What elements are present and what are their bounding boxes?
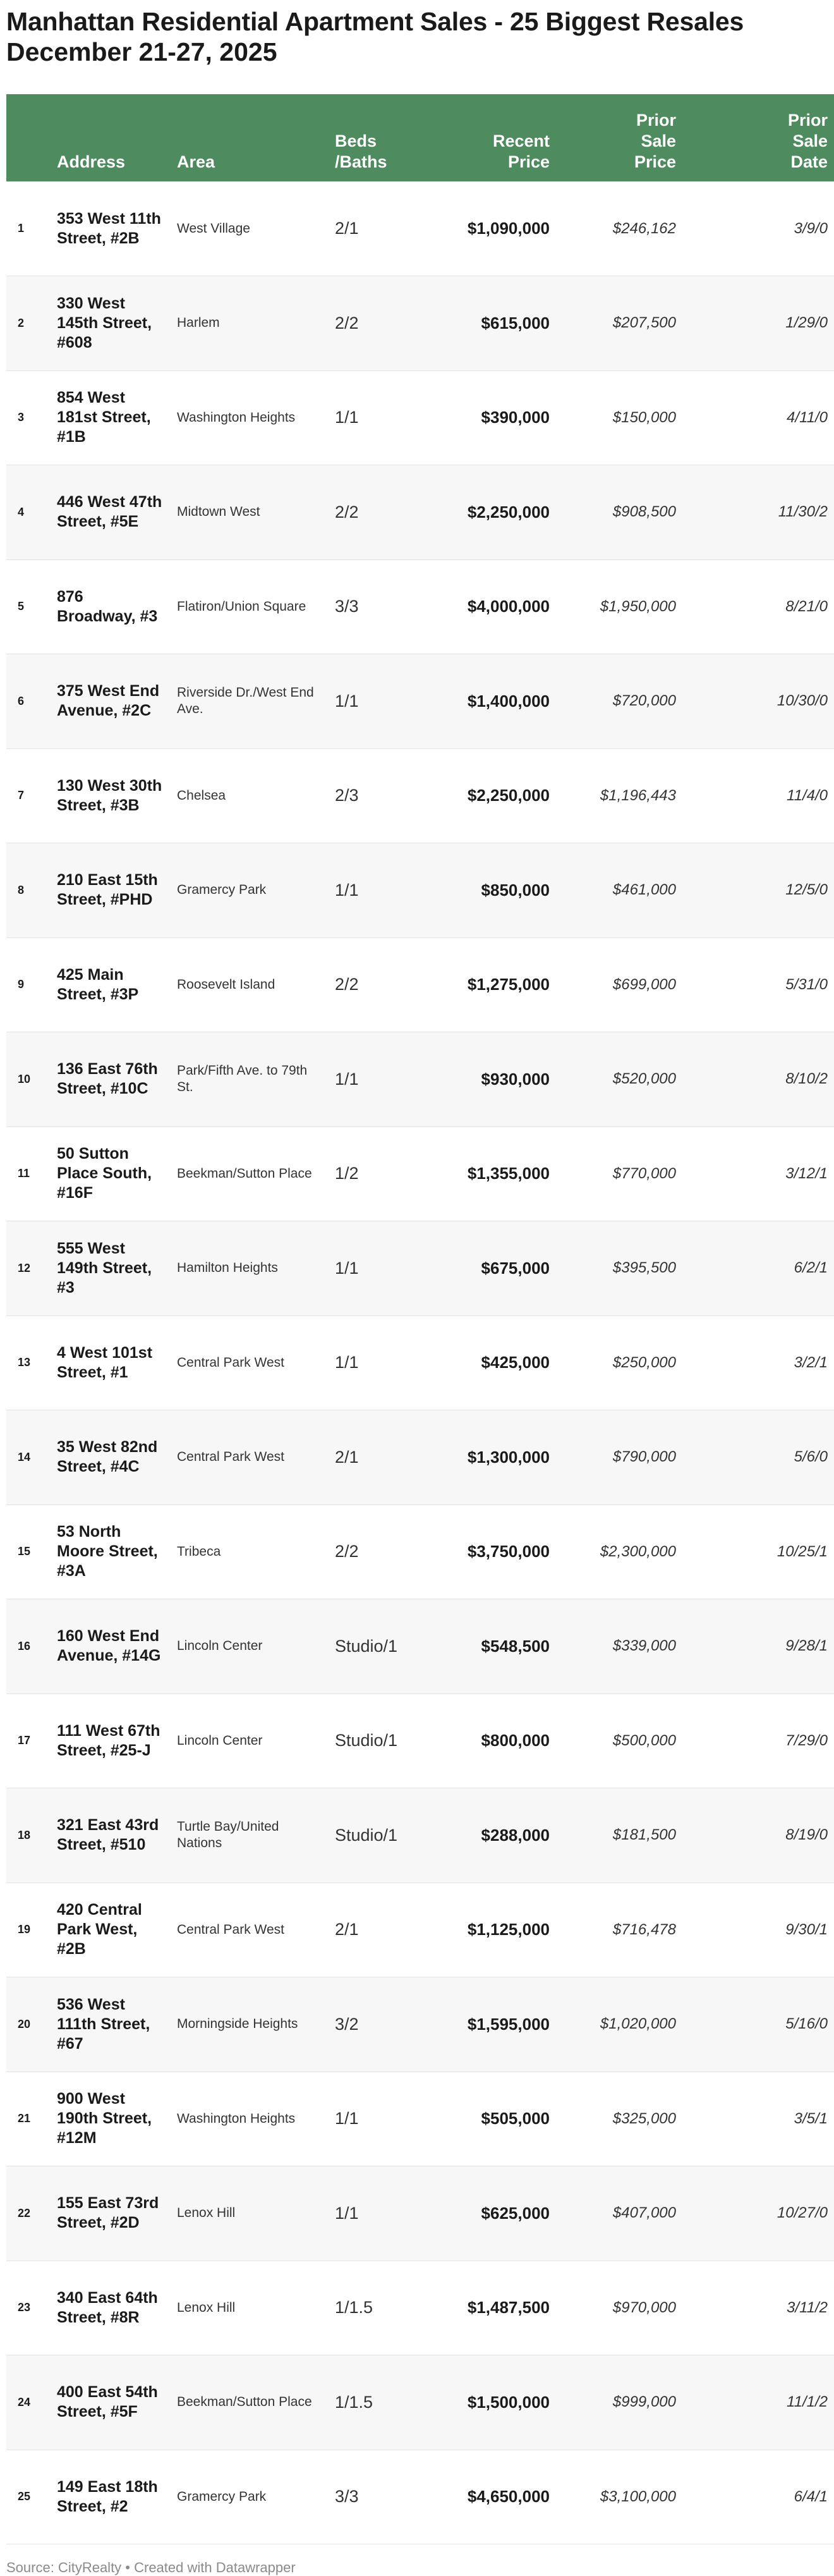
row-recent-price: $505,000: [481, 2109, 550, 2128]
row-prior-sale-date: 1/29/0: [785, 314, 828, 332]
row-prior-sale-date: 3/5/1: [794, 2109, 828, 2127]
row-prior-sale-price: $339,000: [612, 1637, 676, 1655]
row-rank: 13: [18, 1356, 31, 1369]
row-area: Hamilton Heights: [177, 1261, 278, 1276]
col-address-header[interactable]: Address: [57, 152, 126, 171]
row-recent-price: $390,000: [481, 408, 550, 427]
row-prior-sale-date: 6/2/1: [794, 1259, 828, 1277]
row-prior-sale-price: $770,000: [612, 1164, 676, 1182]
row-prior-sale-date: 10/27/0: [777, 2204, 828, 2222]
row-address: 446 West 47th Street, #5E: [57, 493, 162, 531]
table-row: [6, 1599, 834, 1694]
row-address: 420 Central Park West, #2B: [57, 1901, 142, 1958]
row-address: 321 East 43rd Street, #510: [57, 1816, 159, 1854]
row-prior-sale-date: 11/4/0: [787, 786, 828, 804]
row-address: 555 West 149th Street, #3: [57, 1239, 152, 1297]
row-recent-price: $1,400,000: [467, 691, 550, 711]
row-prior-sale-date: 9/30/1: [785, 1920, 828, 1938]
row-area: Central Park West: [177, 1355, 284, 1370]
row-prior-sale-price: $150,000: [612, 408, 676, 426]
row-address: 210 East 15th Street, #PHD: [57, 871, 158, 909]
row-rank: 9: [18, 978, 25, 991]
row-recent-price: $1,275,000: [467, 975, 550, 994]
row-prior-sale-date: 3/12/1: [785, 1164, 828, 1182]
row-recent-price: $850,000: [481, 880, 550, 900]
row-prior-sale-price: $716,478: [612, 1920, 676, 1938]
table-row: [6, 1694, 834, 1788]
col-rank-header[interactable]: [6, 94, 51, 181]
row-recent-price: $1,300,000: [467, 1447, 550, 1467]
table-row: [6, 937, 834, 1032]
row-prior-sale-price: $1,950,000: [600, 597, 676, 615]
row-rank: 15: [18, 1545, 31, 1558]
row-recent-price: $675,000: [481, 1258, 550, 1278]
sales-table: [6, 94, 834, 2544]
source-footer: Source: CityRealty • Created with Datawrapper: [6, 2560, 296, 2575]
table-row: [6, 1315, 834, 1410]
row-prior-sale-price: $520,000: [612, 1070, 676, 1088]
row-recent-price: $288,000: [481, 1825, 550, 1845]
row-address: 536 West 111th Street, #67: [57, 1995, 150, 2053]
row-rank: 7: [18, 789, 25, 802]
row-address: 53 North Moore Street, #3A: [57, 1523, 158, 1580]
row-area: Midtown West: [177, 504, 260, 520]
row-area: Flatiron/Union Square: [177, 599, 306, 614]
table-row: [6, 1977, 834, 2072]
row-recent-price: $2,250,000: [467, 786, 550, 805]
row-prior-sale-price: $908,500: [612, 503, 676, 521]
row-area: West Village: [177, 221, 250, 236]
row-recent-price: $4,650,000: [467, 2487, 550, 2506]
row-rank: 5: [18, 600, 25, 613]
row-address: 900 West 190th Street, #12M: [57, 2090, 152, 2147]
row-area: Lincoln Center: [177, 1733, 263, 1748]
header-row: [6, 94, 834, 181]
row-beds-baths: 1/1.5: [335, 2392, 373, 2412]
row-prior-sale-price: $407,000: [612, 2204, 676, 2222]
row-beds-baths: 3/2: [335, 2014, 359, 2034]
row-rank: 25: [18, 2490, 31, 2503]
table-row: [6, 748, 834, 843]
row-prior-sale-price: $2,300,000: [600, 1542, 676, 1560]
row-beds-baths: 2/2: [335, 313, 359, 333]
row-area: Beekman/Sutton Place: [177, 2395, 312, 2410]
table-row: [6, 2166, 834, 2261]
row-rank: 22: [18, 2206, 31, 2219]
row-area: Washington Heights: [177, 2111, 296, 2126]
row-area: Central Park West: [177, 1922, 284, 1937]
row-area: Lenox Hill: [177, 2300, 236, 2315]
row-prior-sale-date: 12/5/0: [785, 881, 828, 899]
row-address: 4 West 101st Street, #1: [57, 1343, 153, 1381]
row-beds-baths: 2/1: [335, 1447, 359, 1467]
row-recent-price: $615,000: [481, 313, 550, 333]
row-beds-baths: 2/2: [335, 502, 359, 522]
row-beds-baths: 1/1: [335, 1353, 359, 1372]
row-rank: 11: [18, 1167, 30, 1180]
row-recent-price: $425,000: [481, 1353, 550, 1372]
col-beds-header[interactable]: Beds /Baths: [335, 131, 387, 171]
row-prior-sale-date: 9/28/1: [785, 1637, 828, 1655]
row-prior-sale-date: 11/1/2: [787, 2393, 828, 2411]
row-address: 111 West 67th Street, #25-J: [57, 1721, 160, 1759]
row-rank: 24: [18, 2395, 31, 2408]
row-beds-baths: 1/1: [335, 408, 359, 427]
row-area: Tribeca: [177, 1544, 221, 1559]
row-prior-sale-price: $246,162: [612, 219, 676, 237]
row-address: 50 Sutton Place South, #16F: [57, 1145, 152, 1202]
table-row: [6, 370, 834, 465]
row-address: 35 West 82nd Street, #4C: [57, 1438, 158, 1476]
row-prior-sale-price: $181,500: [612, 1826, 676, 1844]
row-rank: 14: [18, 1450, 31, 1463]
row-prior-sale-date: 7/29/0: [785, 1731, 828, 1749]
row-rank: 16: [18, 1639, 31, 1652]
row-beds-baths: 3/3: [335, 597, 359, 616]
row-prior-sale-date: 10/25/1: [777, 1542, 828, 1560]
row-prior-sale-date: 8/21/0: [785, 597, 828, 615]
table-row: [6, 1221, 834, 1316]
row-address: 876 Broadway, #3: [57, 587, 158, 625]
col-prior-price-header[interactable]: Prior Sale Price: [634, 111, 676, 171]
row-beds-baths: 2/1: [335, 219, 359, 238]
row-beds-baths: 1/2: [335, 1164, 359, 1183]
table-body: [6, 181, 834, 2544]
row-beds-baths: 1/1.5: [335, 2298, 373, 2317]
row-address: 330 West 145th Street, #608: [57, 294, 152, 351]
table-row: [6, 1032, 834, 1127]
row-beds-baths: 1/1: [335, 880, 359, 900]
row-recent-price: $548,500: [481, 1636, 550, 1656]
row-address: 375 West End Avenue, #2C: [57, 682, 160, 720]
row-recent-price: $1,595,000: [467, 2014, 550, 2034]
row-rank: 2: [18, 316, 25, 329]
table-row: [6, 1883, 834, 1977]
row-prior-sale-date: 3/2/1: [794, 1353, 828, 1371]
row-prior-sale-date: 10/30/0: [777, 692, 828, 710]
row-rank: 1: [18, 222, 25, 235]
row-prior-sale-price: $1,020,000: [600, 2015, 676, 2033]
col-area-header[interactable]: Area: [177, 152, 215, 171]
row-prior-sale-price: $999,000: [612, 2393, 676, 2411]
row-address: 400 East 54th Street, #5F: [57, 2383, 158, 2421]
row-address: 130 West 30th Street, #3B: [57, 776, 162, 814]
row-prior-sale-price: $790,000: [612, 1448, 676, 1466]
row-area: Lenox Hill: [177, 2206, 236, 2221]
row-prior-sale-date: 5/6/0: [794, 1448, 828, 1466]
row-recent-price: $930,000: [481, 1069, 550, 1089]
table-row: [6, 1410, 834, 1505]
row-area: Morningside Heights: [177, 2017, 298, 2032]
row-area: Roosevelt Island: [177, 977, 275, 992]
row-prior-sale-date: 8/10/2: [785, 1070, 828, 1088]
col-price-header[interactable]: Recent Price: [492, 131, 550, 171]
row-prior-sale-date: 4/11/0: [787, 408, 828, 426]
row-area: Gramercy Park: [177, 2489, 267, 2504]
row-area: Beekman/Sutton Place: [177, 1166, 312, 1181]
row-beds-baths: 1/1: [335, 2203, 359, 2223]
row-recent-price: $1,090,000: [467, 219, 550, 238]
row-rank: 4: [18, 505, 25, 518]
row-rank: 3: [18, 411, 25, 424]
row-address: 340 East 64th Street, #8R: [57, 2288, 158, 2326]
table-row: [6, 2355, 834, 2450]
table-row: [6, 2261, 834, 2355]
row-recent-price: $4,000,000: [467, 597, 550, 616]
page-subtitle: December 21-27, 2025: [6, 37, 277, 66]
row-address: 854 West 181st Street, #1B: [57, 389, 151, 446]
row-prior-sale-price: $461,000: [612, 881, 676, 899]
row-area: Riverside Dr./West End Ave.: [177, 685, 314, 717]
row-recent-price: $1,500,000: [467, 2392, 550, 2412]
row-prior-sale-date: 3/9/0: [794, 219, 828, 237]
row-rank: 10: [18, 1072, 31, 1085]
table-row: [6, 1505, 834, 1599]
row-beds-baths: Studio/1: [335, 1731, 398, 1750]
row-prior-sale-price: $970,000: [612, 2298, 676, 2316]
row-recent-price: $2,250,000: [467, 502, 550, 522]
row-rank: 8: [18, 883, 25, 896]
row-prior-sale-date: 8/19/0: [785, 1826, 828, 1844]
row-area: Harlem: [177, 315, 220, 331]
row-recent-price: $1,487,500: [467, 2298, 550, 2317]
row-beds-baths: 2/2: [335, 1542, 359, 1561]
table-row: [6, 654, 834, 749]
row-area: Lincoln Center: [177, 1639, 263, 1654]
row-prior-sale-date: 3/11/2: [787, 2298, 828, 2316]
table-row: [6, 2072, 834, 2166]
row-address: 155 East 73rd Street, #2D: [57, 2194, 159, 2232]
row-prior-sale-date: 11/30/2: [778, 503, 828, 521]
row-area: Gramercy Park: [177, 882, 267, 898]
row-beds-baths: 1/1: [335, 1069, 359, 1089]
row-recent-price: $1,125,000: [467, 1920, 550, 1939]
row-prior-sale-date: 5/16/0: [785, 2015, 828, 2033]
row-recent-price: $800,000: [481, 1731, 550, 1750]
table-header: [6, 94, 834, 181]
row-prior-sale-price: $1,196,443: [600, 786, 676, 804]
col-prior-date-header[interactable]: Prior Sale Date: [787, 111, 828, 171]
table-row: [6, 843, 834, 938]
row-prior-sale-price: $500,000: [612, 1731, 676, 1749]
row-recent-price: $1,355,000: [467, 1164, 550, 1183]
row-beds-baths: Studio/1: [335, 1825, 398, 1845]
row-address: 425 Main Street, #3P: [57, 965, 139, 1003]
row-beds-baths: 1/1: [335, 691, 359, 711]
row-rank: 6: [18, 694, 25, 707]
table-row: [6, 181, 834, 276]
row-prior-sale-price: $207,500: [612, 314, 676, 332]
row-recent-price: $3,750,000: [467, 1542, 550, 1561]
row-beds-baths: 1/1: [335, 2109, 359, 2128]
row-beds-baths: 2/3: [335, 786, 359, 805]
row-rank: 18: [18, 1828, 31, 1841]
row-rank: 21: [18, 2112, 31, 2125]
row-area: Chelsea: [177, 788, 226, 803]
row-area: Central Park West: [177, 1450, 284, 1465]
sales-table-container[interactable]: [6, 94, 828, 2544]
table-row: [6, 1126, 834, 1221]
row-beds-baths: 1/1: [335, 1258, 359, 1278]
table-row: [6, 276, 834, 371]
row-prior-sale-price: $720,000: [612, 692, 676, 710]
row-prior-sale-price: $325,000: [612, 2109, 676, 2127]
row-area: Turtle Bay/United Nations: [177, 1819, 279, 1851]
row-prior-sale-price: $395,500: [612, 1259, 676, 1277]
row-prior-sale-price: $3,100,000: [600, 2487, 676, 2505]
row-area: Washington Heights: [177, 410, 296, 425]
row-prior-sale-date: 5/31/0: [785, 975, 828, 993]
row-beds-baths: Studio/1: [335, 1636, 398, 1656]
row-rank: 23: [18, 2301, 31, 2314]
table-row: [6, 465, 834, 560]
row-rank: 19: [18, 1923, 31, 1936]
row-rank: 12: [18, 1261, 31, 1274]
table-row: [6, 1788, 834, 1883]
row-area: Park/Fifth Ave. to 79th St.: [177, 1063, 308, 1095]
table-row: [6, 559, 834, 654]
row-address: 160 West End Avenue, #14G: [57, 1627, 161, 1665]
row-beds-baths: 3/3: [335, 2487, 359, 2506]
page-title: Manhattan Residential Apartment Sales - 25 Biggest Resales: [6, 7, 744, 36]
row-beds-baths: 2/1: [335, 1920, 359, 1939]
row-recent-price: $625,000: [481, 2203, 550, 2223]
row-address: 149 East 18th Street, #2: [57, 2477, 158, 2515]
row-address: 353 West 11th Street, #2B: [57, 209, 161, 247]
row-prior-sale-price: $699,000: [612, 975, 676, 993]
row-rank: 17: [18, 1734, 31, 1747]
table-row: [6, 2450, 834, 2544]
row-beds-baths: 2/2: [335, 975, 359, 994]
row-prior-sale-price: $250,000: [612, 1353, 676, 1371]
row-address: 136 East 76th Street, #10C: [57, 1060, 158, 1098]
row-prior-sale-date: 6/4/1: [794, 2487, 828, 2505]
row-rank: 20: [18, 2017, 31, 2030]
